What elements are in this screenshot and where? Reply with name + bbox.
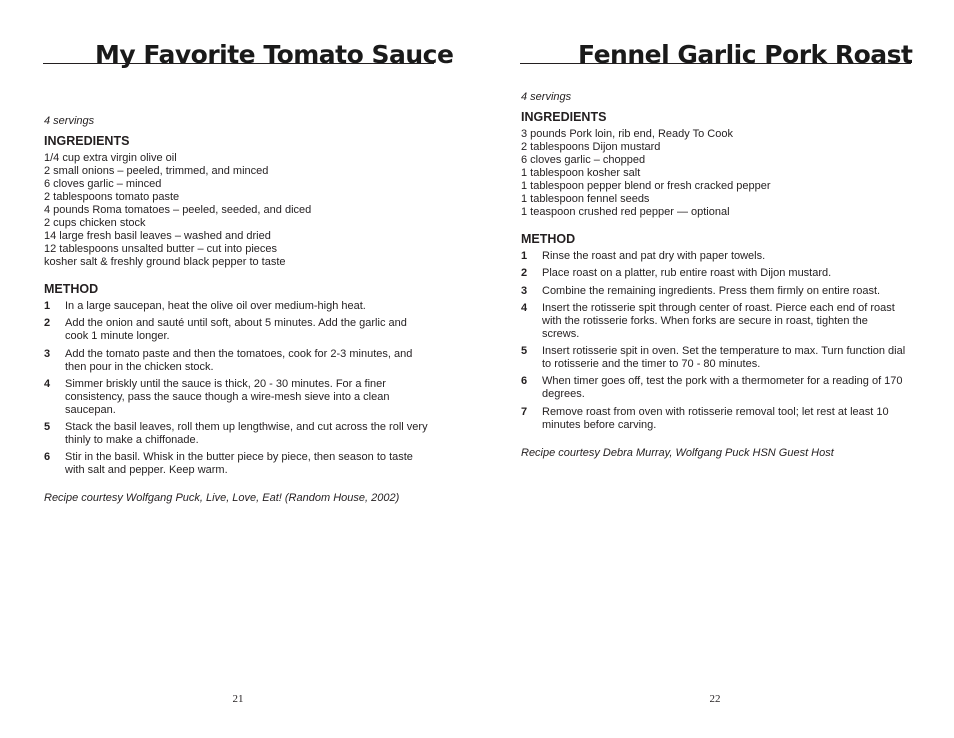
step-text: Insert rotisserie spit in oven. Set the temperature to max. Turn function dial to rotisserie and the timer to 70 - 80 minutes.	[542, 345, 906, 371]
step-number: 7	[521, 405, 528, 418]
ingredient-item: 1 tablespoon kosher salt	[521, 167, 641, 179]
method-steps	[44, 300, 429, 477]
step-text: Place roast on a platter, rub entire roast with Dijon mustard.	[542, 267, 832, 280]
recipe-credit: Recipe courtesy Wolfgang Puck, Live, Love, Eat! (Random House, 2002)	[44, 492, 400, 505]
step-number: 6	[521, 375, 528, 388]
step-number: 5	[44, 421, 51, 434]
method-step	[44, 421, 429, 447]
ingredient-item: 1/4 cup extra virgin olive oil	[44, 152, 177, 164]
method-step	[521, 267, 906, 280]
method-heading: METHOD	[521, 232, 576, 246]
ingredient-item: 2 small onions – peeled, trimmed, and minced	[44, 165, 269, 177]
ingredient-item: 6 cloves garlic – chopped	[521, 154, 646, 166]
step-number: 2	[44, 317, 51, 330]
title-rule	[520, 63, 911, 64]
step-text: Add the onion and sauté until soft, about 5 minutes. Add the garlic and cook 1 minute longer.	[65, 317, 407, 343]
ingredient-item: 12 tablespoons unsalted butter – cut into pieces	[44, 243, 277, 255]
step-text: Add the tomato paste and then the tomatoes, cook for 2-3 minutes, and then pour in the chicken stock.	[65, 347, 413, 373]
method-step	[521, 375, 906, 401]
recipe-credit: Recipe courtesy Debra Murray, Wolfgang Puck HSN Guest Host	[521, 446, 834, 459]
method-step	[521, 406, 906, 432]
ingredients-heading: INGREDIENTS	[521, 110, 607, 124]
method-step	[521, 302, 906, 341]
step-text: Stack the basil leaves, roll them up lengthwise, and cut across the roll very thinly to make a chiffonade.	[65, 421, 428, 447]
method-step	[44, 317, 429, 343]
recipe-title: Fennel Garlic Pork Roast	[578, 40, 913, 69]
step-text: Insert the rotisserie spit through center of roast. Pierce each end of roast with the rotisserie forks. When forks are secure in roast, tighten the screws.	[542, 301, 895, 340]
ingredient-item: kosher salt & freshly ground black pepper to taste	[44, 256, 286, 268]
ingredient-item: 1 teaspoon crushed red pepper — optional	[521, 206, 730, 218]
step-text: Simmer briskly until the sauce is thick, 20 - 30 minutes. For a finer consistency, pass the sauce though a wire-mesh sieve into a clean saucepan.	[65, 377, 390, 416]
method-step	[44, 378, 429, 417]
recipe-body	[521, 91, 906, 460]
ingredient-item: 1 tablespoon pepper blend or fresh cracked pepper	[521, 180, 771, 192]
step-text: Rinse the roast and pat dry with paper towels.	[542, 250, 766, 262]
step-text: In a large saucepan, heat the olive oil over medium-high heat.	[65, 300, 366, 312]
servings: 4 servings	[44, 115, 95, 127]
ingredient-item: 2 tablespoons Dijon mustard	[521, 141, 661, 153]
method-step	[44, 300, 429, 313]
method-step	[44, 348, 429, 374]
step-number: 1	[44, 300, 51, 312]
ingredient-item: 6 cloves garlic – minced	[44, 178, 162, 190]
servings: 4 servings	[521, 91, 572, 103]
method-step	[44, 451, 429, 477]
step-text: When timer goes off, test the pork with a thermometer for a reading of 170 degrees.	[542, 375, 903, 401]
ingredients-list	[521, 128, 906, 219]
page-number: 22	[709, 693, 721, 705]
recipe-title: My Favorite Tomato Sauce	[95, 40, 454, 69]
step-number: 6	[44, 451, 51, 464]
ingredient-item: 2 tablespoons tomato paste	[44, 191, 180, 203]
title-rule	[43, 63, 434, 64]
step-text: Stir in the basil. Whisk in the butter piece by piece, then season to taste with salt and pepper. Keep warm.	[65, 451, 413, 477]
right-page	[477, 0, 954, 738]
method-steps	[521, 250, 906, 432]
step-text: Remove roast from oven with rotisserie removal tool; let rest at least 10 minutes before carving.	[542, 405, 889, 431]
step-number: 4	[521, 301, 528, 314]
ingredient-item: 3 pounds Pork loin, rib end, Ready To Cook	[521, 128, 733, 140]
recipe-body	[44, 115, 429, 505]
method-step	[521, 285, 906, 298]
page-number: 21	[232, 693, 244, 705]
ingredients-list	[44, 152, 429, 269]
ingredient-item: 4 pounds Roma tomatoes – peeled, seeded, and diced	[44, 204, 312, 216]
ingredient-item: 1 tablespoon fennel seeds	[521, 193, 650, 205]
method-step	[521, 345, 906, 371]
step-number: 3	[44, 347, 51, 360]
ingredient-item: 2 cups chicken stock	[44, 217, 146, 229]
method-heading: METHOD	[44, 282, 99, 296]
step-number: 4	[44, 377, 51, 390]
step-number: 1	[521, 250, 528, 262]
step-number: 3	[521, 284, 528, 297]
ingredients-heading: INGREDIENTS	[44, 134, 130, 148]
step-text: Combine the remaining ingredients. Press them firmly on entire roast.	[542, 284, 881, 297]
ingredient-item: 14 large fresh basil leaves – washed and dried	[44, 230, 271, 242]
step-number: 2	[521, 267, 528, 280]
step-number: 5	[521, 345, 528, 358]
method-step	[521, 250, 906, 263]
